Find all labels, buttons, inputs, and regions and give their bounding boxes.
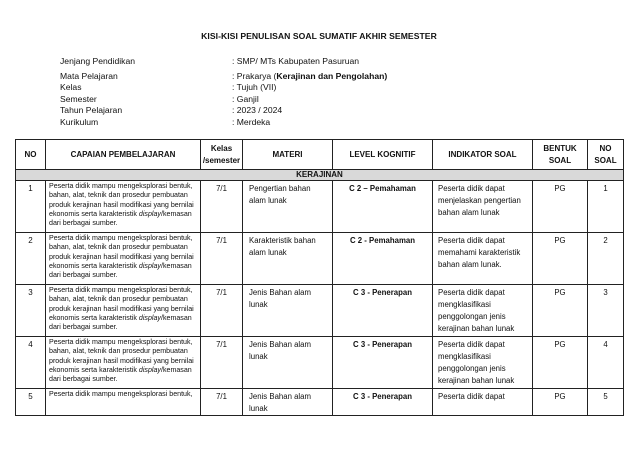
header-capaian: CAPAIAN PEMBELAJARAN	[46, 140, 201, 170]
cell-bentuk: PG	[533, 233, 588, 285]
cell-bentuk: PG	[533, 337, 588, 389]
cell-level: C 2 - Pemahaman	[333, 233, 433, 285]
cell-no: 2	[16, 233, 46, 285]
cp-italic: display	[138, 313, 161, 322]
cell-indikator: Peserta didik dapat mengklasifikasi penggolongan jenis kerajinan bahan lunak	[433, 337, 533, 389]
section-label: KERAJINAN	[16, 170, 624, 181]
document-title: KISI-KISI PENULISAN SOAL SUMATIF AKHIR SEMESTER	[201, 31, 437, 41]
meta-value-bold: Kerajinan dan Pengolahan)	[276, 70, 388, 81]
cp-italic: display	[138, 365, 161, 374]
table-row	[16, 337, 624, 389]
meta-label: Kelas	[60, 82, 82, 93]
cp-text-end: /kemasan dari berbagai sumber.	[49, 261, 192, 280]
cell-level: C 3 - Penerapan	[333, 285, 433, 337]
cell-nosoal: 2	[588, 233, 624, 285]
header-no: NO	[16, 140, 46, 170]
meta-value: : SMP/ MTs Kabupaten Pasuruan	[232, 56, 360, 66]
cp-text: Peserta didik mampu mengeksplorasi bentuk, bahan, alat, teknik dan prosedur pembuatan produk kerajinan hasil modifikasi yang bernilai ekonomis serta karakteristik	[49, 182, 194, 218]
cell-bentuk: PG	[533, 285, 588, 337]
cell-capaian: Peserta didik mampu mengeksplorasi bentuk,	[46, 389, 201, 416]
cell-nosoal: 4	[588, 337, 624, 389]
meta-label: Mata Pelajaran	[60, 70, 118, 81]
cp-italic: display	[138, 261, 161, 270]
table-header-row	[16, 140, 624, 170]
cp-text-end: /kemasan dari berbagai sumber.	[49, 209, 192, 228]
cp-text: Peserta didik mampu mengeksplorasi bentuk, bahan, alat, teknik dan prosedur pembuatan produk kerajinan hasil modifikasi yang bernilai ekonomis serta karakteristik	[49, 234, 194, 270]
cp-text-end: /kemasan dari berbagai sumber.	[49, 313, 192, 332]
cell-no: 5	[16, 389, 46, 416]
meta-label: Jenjang Pendidikan	[60, 56, 136, 66]
cell-nosoal: 5	[588, 389, 624, 416]
header-materi: MATERI	[243, 140, 333, 170]
cell-no: 4	[16, 337, 46, 389]
cell-materi: Jenis Bahan alam lunak	[243, 389, 333, 416]
header-nosoal: NO SOAL	[588, 140, 624, 170]
meta-value: : Ganjil	[232, 93, 259, 104]
cp-text: Peserta didik mampu mengeksplorasi bentuk, bahan, alat, teknik dan prosedur pembuatan produk kerajinan hasil modifikasi yang bernilai ekonomis serta karakteristik	[49, 286, 194, 322]
meta-value: : Tujuh (VII)	[232, 82, 277, 93]
header-indikator: INDIKATOR SOAL	[433, 140, 533, 170]
cell-nosoal: 3	[588, 285, 624, 337]
meta-label: Tahun Pelajaran	[60, 105, 123, 116]
cell-kelas: 7/1	[201, 389, 243, 416]
cell-kelas: 7/1	[201, 233, 243, 285]
cell-materi: Karakteristik bahan alam lunak	[243, 233, 333, 285]
cell-materi: Pengertian bahan alam lunak	[243, 181, 333, 233]
meta-label: Semester	[60, 93, 97, 104]
cell-indikator: Peserta didik dapat menjelaskan pengertian bahan alam lunak	[433, 181, 533, 233]
cp-text-end: /kemasan dari berbagai sumber.	[49, 365, 192, 384]
cell-capaian	[46, 181, 201, 233]
cell-capaian	[46, 233, 201, 285]
kisi-kisi-table	[15, 139, 624, 416]
cell-kelas: 7/1	[201, 285, 243, 337]
header-kelas: Kelas /semester	[201, 140, 243, 170]
table-row	[16, 389, 624, 416]
cell-bentuk: PG	[533, 181, 588, 233]
cell-no: 3	[16, 285, 46, 337]
cell-kelas: 7/1	[201, 337, 243, 389]
header-bentuk: BENTUK SOAL	[533, 140, 588, 170]
meta-label: Kurikulum	[60, 116, 99, 127]
cell-nosoal: 1	[588, 181, 624, 233]
meta-value: : 2023 / 2024	[232, 105, 283, 116]
cell-level: C 2 – Pemahaman	[333, 181, 433, 233]
cell-materi: Jenis Bahan alam lunak	[243, 285, 333, 337]
table-row	[16, 285, 624, 337]
cell-level: C 3 - Penerapan	[333, 389, 433, 416]
cell-indikator: Peserta didik dapat mengklasifikasi penggolongan jenis kerajinan bahan lunak	[433, 285, 533, 337]
cell-indikator: Peserta didik dapat	[433, 389, 533, 416]
cell-indikator: Peserta didik dapat memahami karakteristik bahan alam lunak.	[433, 233, 533, 285]
table-row	[16, 233, 624, 285]
cell-capaian	[46, 337, 201, 389]
header-level: LEVEL KOGNITIF	[333, 140, 433, 170]
cp-italic: display	[138, 209, 161, 218]
table-row	[16, 181, 624, 233]
cp-text: Peserta didik mampu mengeksplorasi bentuk, bahan, alat, teknik dan prosedur pembuatan produk kerajinan hasil modifikasi yang bernilai ekonomis serta karakteristik	[49, 338, 194, 374]
meta-value: : Merdeka	[232, 116, 271, 127]
cell-level: C 3 - Penerapan	[333, 337, 433, 389]
cell-no: 1	[16, 181, 46, 233]
cell-bentuk: PG	[533, 389, 588, 416]
meta-value	[232, 71, 387, 81]
section-row	[16, 170, 624, 181]
meta-value-plain: : Prakarya (	[232, 70, 277, 81]
cell-kelas: 7/1	[201, 181, 243, 233]
cell-capaian	[46, 285, 201, 337]
cell-materi: Jenis Bahan alam lunak	[243, 337, 333, 389]
